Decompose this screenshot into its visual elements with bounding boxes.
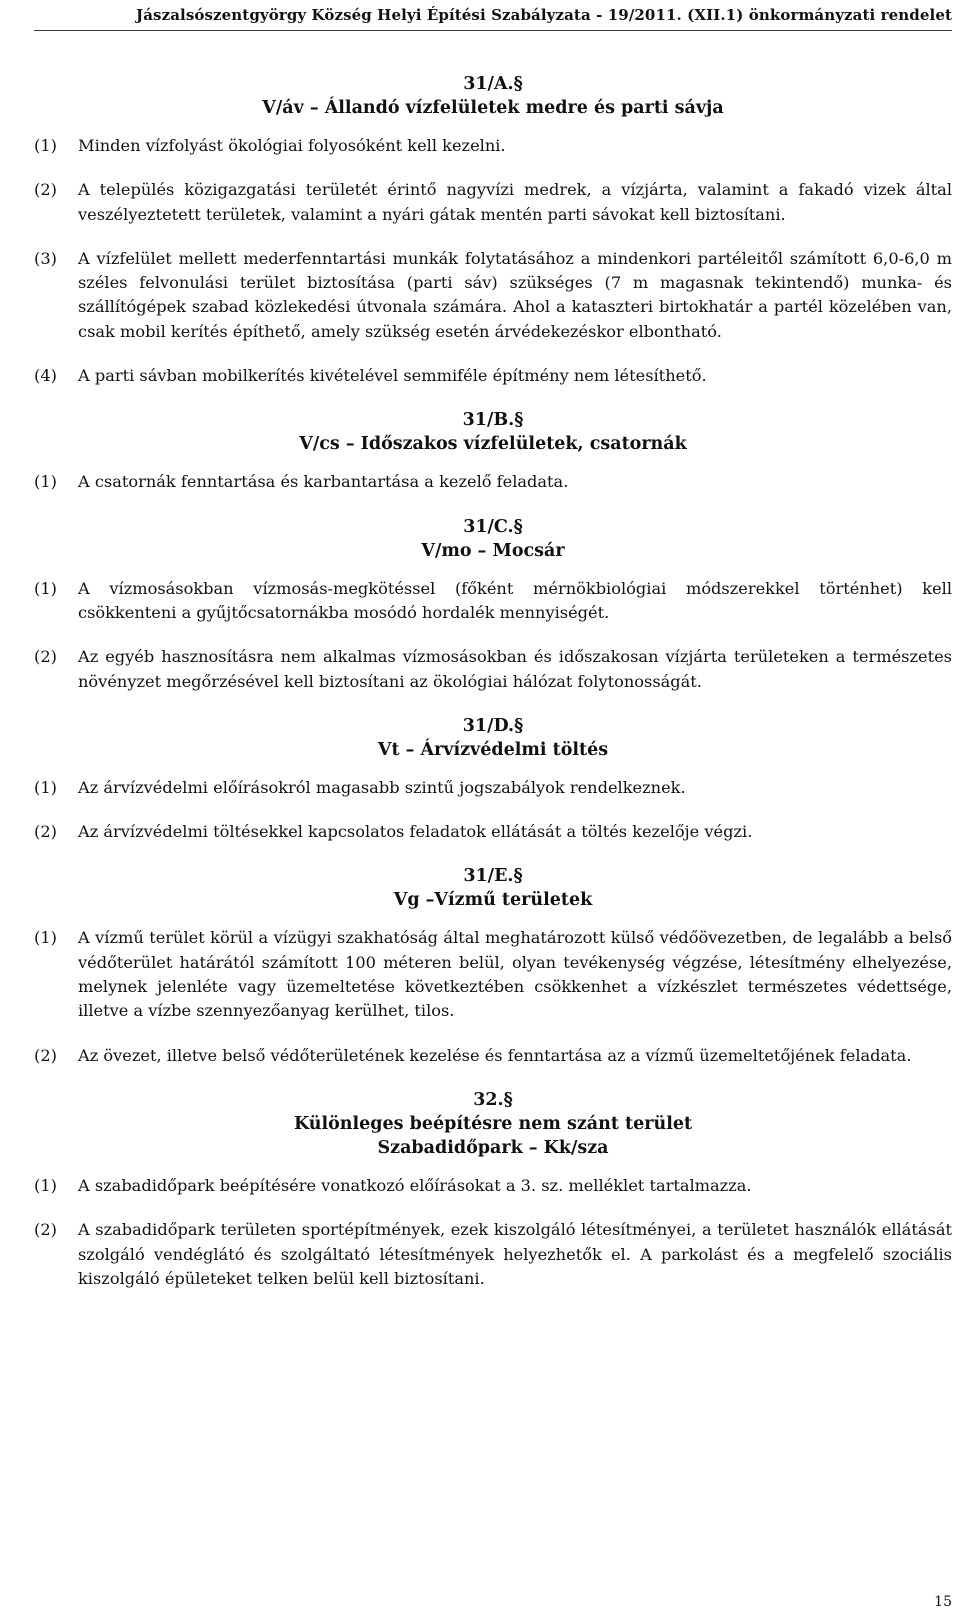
section-title: Vt – Árvízvédelmi töltés (377, 739, 609, 760)
paragraph-number: (1) (34, 1175, 57, 1195)
section-title: Különleges beépítésre nem szánt terület (293, 1113, 693, 1134)
paragraph-number: (2) (34, 822, 57, 842)
section-number: 32.§ (473, 1089, 513, 1110)
section-number: 31/B.§ (462, 410, 524, 431)
paragraph-text: A parti sávban mobilkerítés kivételével semmiféle építmény nem létesíthető. (78, 366, 707, 386)
paragraph (34, 1218, 952, 1291)
paragraph-number: (1) (34, 928, 57, 948)
paragraph-number: (1) (34, 578, 57, 598)
paragraph-text: Az árvízvédelmi töltésekkel kapcsolatos feladatok ellátását a töltés kezelője végzi. (78, 822, 753, 842)
section-title: Vg –Vízmű területek (393, 890, 593, 911)
paragraph-text: A vízfelület mellett mederfenntartási munkák folytatásához a mindenkori partéleitől számított 6,0-6,0 m széles felvonulási terület biztosítása (parti sáv) szükséges (7 m magasnak tekintendő) munka- és szállítógépek szabad közlekedési útvonala számára. Ahol a kataszteri birtokhatár a partél közelében van, csak mobil kerítés építhető, amely szükség esetén árvédekezéskor elbontható. (78, 248, 952, 341)
paragraph (34, 577, 952, 626)
paragraph-number: (3) (34, 248, 57, 268)
paragraph-number: (2) (34, 180, 57, 200)
paragraph-number: (1) (34, 472, 57, 492)
section-number: 31/D.§ (462, 715, 524, 736)
paragraph-text: A szabadidőpark beépítésére vonatkozó előírásokat a 3. sz. melléklet tartalmazza. (78, 1175, 752, 1195)
paragraph-text: Az árvízvédelmi előírásokról magasabb szintű jogszabályok rendelkeznek. (78, 777, 686, 797)
paragraph-number: (2) (34, 647, 57, 667)
paragraph-number: (1) (34, 777, 57, 797)
paragraph (34, 364, 952, 388)
paragraph-number: (2) (34, 1045, 57, 1065)
header-rule (34, 30, 952, 31)
paragraph-text: Az egyéb hasznosításra nem alkalmas vízmosásokban és időszakosan vízjárta területeken a természetes növényzet megőrzésével kell biztosítani az ökológiai hálózat folytonosságát. (78, 647, 952, 691)
section-title: V/cs – Időszakos vízfelületek, csatornák (299, 434, 687, 455)
paragraph (34, 820, 952, 844)
paragraph (34, 926, 952, 1023)
paragraph (34, 776, 952, 800)
section-title: V/mo – Mocsár (421, 540, 565, 561)
paragraph-text: A település közigazgatási területét érintő nagyvízi medrek, a vízjárta, valamint a fakadó vizek által veszélyeztetett területek, valamint a nyári gátak mentén parti sávokat kell biztosítani. (78, 180, 952, 224)
section-title: V/áv – Állandó vízfelületek medre és parti sávja (262, 98, 724, 118)
paragraph (34, 247, 952, 344)
section-number: 31/A.§ (463, 74, 523, 94)
document-header: Jászalsószentgyörgy Község Helyi Építési Szabályzata - 19/2011. (XII.1) önkormányzati rendelet (136, 6, 952, 24)
section-number: 31/C.§ (463, 516, 523, 537)
paragraph-text: A vízmű terület körül a vízügyi szakhatóság által meghatározott külső védőövezetben, de legalább a belső védőterület határától számított 100 méteren belül, olyan tevékenység végzése, létesítmény elhelyezése, melynek jelenléte vagy üzemeltetése következtében csökkenhet a vízkészlet természetes védettsége, illetve a vízbe szennyezőanyag kerülhet, tilos. (78, 928, 952, 1021)
paragraph (34, 1044, 952, 1068)
document-body (34, 72, 952, 1311)
paragraph-number: (1) (34, 136, 57, 155)
section-subtitle: Szabadidőpark – Kk/sza (377, 1137, 609, 1158)
page-number: 15 (934, 1594, 952, 1610)
paragraph-text: A vízmosásokban vízmosás-megkötéssel (főként mérnökbiológiai módszerekkel történhet) kell csökkenteni a gyűjtőcsatornákba mosódó hordalék mennyiségét. (78, 578, 952, 622)
paragraph-number: (2) (34, 1220, 57, 1240)
paragraph-text: Minden vízfolyást ökológiai folyosóként kell kezelni. (78, 136, 506, 155)
paragraph-text: A csatornák fenntartása és karbantartása a kezelő feladata. (78, 472, 569, 492)
paragraph-text: Az övezet, illetve belső védőterületének kezelése és fenntartása az a vízmű üzemeltetőjének feladata. (78, 1045, 912, 1065)
section-number: 31/E.§ (463, 866, 523, 887)
paragraph-number: (4) (34, 366, 57, 386)
paragraph (34, 134, 952, 158)
paragraph-text: A szabadidőpark területen sportépítmények, ezek kiszolgáló létesítményei, a területet használók ellátását szolgáló vendéglátó és szolgáltató létesítmények helyezhetők el. A parkolást és a megfelelő szociális kiszolgáló épületeket telken belül kell biztosítani. (78, 1220, 952, 1288)
paragraph (34, 645, 952, 694)
paragraph (34, 1174, 952, 1198)
paragraph (34, 178, 952, 227)
paragraph (34, 470, 952, 494)
